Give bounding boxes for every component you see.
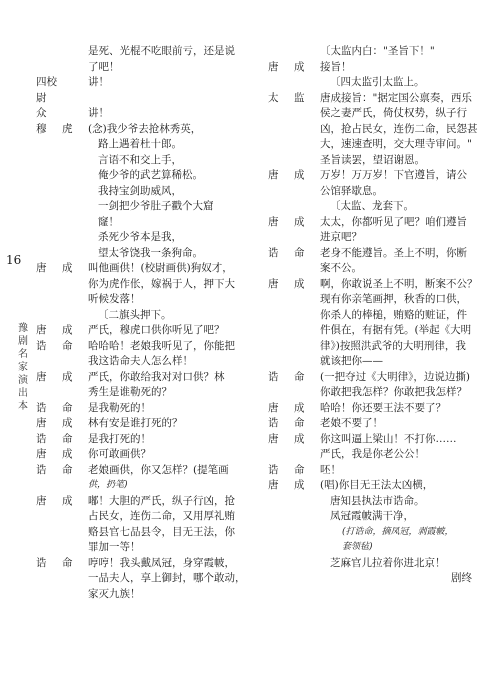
dialogue-line: 进京吧？ — [320, 231, 362, 243]
speaker-name — [36, 556, 88, 572]
speaker-name — [268, 246, 320, 262]
dialogue-line: 路上遇着杜十郎。 — [98, 138, 182, 150]
dialogue-entry — [36, 261, 235, 323]
dialogue-line: 一剑把少爷肚子戳个大窟 — [98, 200, 214, 212]
speaker-name-part: 唐 — [268, 169, 279, 181]
speaker-name — [36, 75, 88, 106]
speaker-name — [36, 261, 88, 277]
speaker-name — [268, 60, 320, 76]
speaker-name — [268, 401, 320, 417]
dialogue-line: 〔二旗头押下。 — [98, 308, 172, 321]
speaker-name-part: 唐 — [268, 277, 279, 290]
dialogue-line: (唱)你目无王法太凶横， — [320, 479, 434, 491]
dialogue-lines — [88, 494, 235, 556]
speaker-name — [36, 106, 88, 122]
dialogue-lines — [320, 60, 486, 91]
speaker-name-part: 命 — [62, 463, 73, 476]
dialogue-entry — [36, 463, 231, 494]
dialogue-line: 秀生是谁勒死的？ — [88, 386, 172, 398]
dialogue-line: 了吧！ — [88, 60, 120, 73]
speaker-name-part: 成 — [294, 169, 305, 181]
dialogue-lines — [88, 556, 246, 603]
dialogue-lines — [320, 463, 486, 479]
speaker-name-part: 诰 — [268, 417, 279, 429]
dialogue-line: 是死、光棍不吃眼前亏，还是说 — [88, 45, 235, 57]
dialogue-lines — [320, 246, 486, 277]
dialogue-entry — [268, 215, 486, 246]
dialogue-line: 听候发落！ — [88, 293, 141, 305]
dialogue-lines — [88, 401, 231, 417]
dialogue-line: 杀死少爷本是我， — [98, 231, 182, 243]
dialogue-entry — [36, 556, 246, 603]
dialogue-lines — [88, 432, 231, 448]
speaker-name-part: 命 — [294, 463, 305, 476]
dialogue-lines — [320, 91, 486, 169]
dialogue-line: 凶，抢占民女，连伤二命，民怨甚 — [320, 122, 478, 135]
dialogue-lines — [320, 277, 486, 370]
speaker-name — [36, 370, 88, 386]
speaker-name-part: 成 — [294, 60, 305, 73]
dialogue-entry — [36, 122, 231, 262]
speaker-name-part: 诰 — [36, 556, 47, 569]
dialogue-line: 老娘画供，你又怎样？(提笔画 — [88, 463, 229, 476]
speaker-name-part: 成 — [62, 448, 73, 460]
dialogue-line: 是我打死的！ — [88, 432, 151, 445]
stage-direction: (打诰命，摘凤冠，剥霞帔， — [342, 526, 454, 537]
dialogue-lines — [320, 370, 486, 401]
speaker-name-part: 众 — [36, 107, 47, 119]
speaker-name-part: 唐 — [268, 479, 279, 491]
speaker-name-part: 成 — [62, 494, 73, 507]
right-column — [268, 44, 486, 587]
dialogue-line: 圣旨读罢，望诏谢恩。 — [320, 153, 425, 166]
dialogue-entry — [268, 401, 486, 417]
speaker-name-part: 诰 — [36, 432, 47, 445]
speaker-name-part: 成 — [294, 277, 305, 290]
dialogue-line: 唐成接旨："据定国公禀奏，西乐 — [320, 91, 472, 104]
dialogue-line: 案不公。 — [320, 262, 362, 274]
dialogue-entry — [36, 106, 231, 122]
dialogue-line: 望太爷饶我一条狗命。 — [98, 246, 203, 259]
speaker-name-part: 虎 — [62, 122, 73, 135]
dialogue-line: 俺少爷的武艺算稀松。 — [98, 169, 203, 181]
dialogue-line: 呸！ — [320, 463, 341, 476]
dialogue-line: 老身不能遵旨。圣上不明，你断 — [320, 246, 467, 259]
speaker-name-part: 唐 — [36, 448, 47, 460]
speaker-name — [268, 168, 320, 184]
dialogue-line: 就该把你—— — [320, 355, 383, 367]
dialogue-lines — [88, 44, 235, 75]
speaker-name — [268, 215, 320, 231]
speaker-name — [268, 463, 320, 479]
speaker-name-part: 太 — [268, 91, 279, 104]
dialogue-line: 讲！ — [88, 107, 109, 119]
dialogue-line: 凤冠霞帔满干净， — [330, 510, 414, 522]
dialogue-line: 你杀人的棒槌，贿赂的赃证，件 — [320, 308, 467, 321]
speaker-name-part: 唐 — [36, 417, 47, 429]
stage-direction: 供，扔笔) — [88, 480, 128, 490]
dialogue-line: 窿！ — [98, 215, 119, 228]
speaker-name-part: 唐 — [36, 324, 47, 336]
book-series-label: 豫剧名家演出本 — [18, 323, 28, 412]
speaker-name-part: 诰 — [268, 463, 279, 476]
dialogue-lines — [320, 432, 486, 463]
dialogue-line: 你这叫逼上梁山！不打你…… — [320, 432, 457, 445]
speaker-name-part: 命 — [62, 401, 73, 414]
dialogue-entry — [268, 168, 486, 215]
speaker-name-part: 诰 — [268, 370, 279, 383]
dialogue-line: 剧终 — [451, 572, 472, 584]
dialogue-line: 我持宝剑助威风， — [98, 184, 182, 197]
dialogue-line: 万岁！万万岁！下官遵旨，请公 — [320, 169, 467, 181]
dialogue-line: 太太，你都听见了吧？咱们遵旨 — [320, 215, 467, 228]
dialogue-line: 你可敢画供？ — [88, 448, 151, 460]
dialogue-line: 你为虎作伥，嫁祸于人，押下大 — [88, 277, 235, 290]
dialogue-lines — [320, 44, 486, 60]
dialogue-entry — [268, 370, 486, 401]
speaker-name — [36, 432, 88, 448]
speaker-name-part: 成 — [62, 370, 73, 383]
dialogue-line: 律》)按照洪武爷的大明刑律，我 — [320, 339, 466, 352]
dialogue-entry — [268, 432, 486, 463]
dialogue-lines — [320, 478, 486, 587]
speaker-name-part: 命 — [62, 339, 73, 352]
speaker-name — [268, 416, 320, 432]
dialogue-line: 讲！ — [88, 76, 109, 88]
dialogue-entry — [36, 323, 231, 339]
dialogue-line: 啊，你敢说圣上不明，断案不公？ — [320, 277, 478, 290]
speaker-name-part: 唐 — [268, 60, 279, 73]
dialogue-entry — [268, 60, 486, 91]
speaker-name-part: 成 — [62, 417, 73, 429]
dialogue-line: 嘟！大胆的严氏，纵子行凶，抢 — [88, 494, 235, 507]
speaker-name — [268, 478, 320, 494]
dialogue-line: 〔太监内白："圣旨下！" — [320, 45, 435, 57]
dialogue-line: 哈哈哈！老娘我听见了，你能把 — [88, 339, 235, 352]
dialogue-entry — [36, 44, 235, 75]
dialogue-lines — [320, 168, 486, 215]
dialogue-entry — [268, 44, 486, 60]
dialogue-entry — [36, 339, 235, 370]
dialogue-line: 〔四太监引太监上。 — [330, 76, 425, 88]
speaker-name-part: 命 — [62, 432, 73, 445]
dialogue-line: 件俱在，有据有凭。(举起《大明 — [320, 324, 472, 336]
dialogue-line: 现有你亲笔画押，秋香的口供， — [320, 293, 467, 305]
dialogue-lines — [88, 416, 231, 432]
dialogue-line: 罪加一等！ — [88, 541, 141, 553]
speaker-name — [268, 277, 320, 293]
speaker-name — [36, 447, 88, 463]
speaker-name-part: 唐 — [36, 370, 47, 383]
dialogue-line: (念)我少爷去抢林秀英， — [88, 122, 202, 135]
speaker-name-part: 监 — [294, 91, 305, 104]
speaker-name-part: 诰 — [36, 339, 47, 352]
speaker-name-part: 成 — [294, 401, 305, 414]
dialogue-entry — [268, 91, 486, 169]
speaker-name-part: 穆 — [36, 122, 47, 135]
dialogue-entry — [268, 478, 486, 587]
speaker-name-part: 命 — [294, 417, 305, 429]
speaker-name-part: 成 — [62, 324, 73, 336]
speaker-name-part: 成 — [294, 432, 305, 445]
dialogue-lines — [320, 215, 486, 246]
stage-direction: 套领毡) — [342, 542, 373, 552]
dialogue-line: 林有安是谁打死的？ — [88, 417, 183, 429]
dialogue-line: 老娘不要了！ — [320, 417, 383, 429]
dialogue-lines — [320, 416, 486, 432]
dialogue-line: 公馆驿歇息。 — [320, 184, 383, 197]
dialogue-entry — [36, 416, 231, 432]
dialogue-line: 严氏，穆虎口供你听见了吧？ — [88, 324, 225, 336]
dialogue-lines — [88, 106, 231, 122]
speaker-name — [36, 463, 88, 479]
speaker-name-part: 命 — [294, 246, 305, 259]
speaker-name-part: 诰 — [36, 463, 47, 476]
dialogue-lines — [88, 261, 235, 323]
speaker-name-part: 四校尉 — [36, 76, 57, 104]
dialogue-line: 我这诰命夫人怎么样！ — [88, 355, 193, 367]
dialogue-entry — [268, 416, 486, 432]
speaker-name — [36, 122, 88, 138]
speaker-name — [268, 91, 320, 107]
dialogue-line: 占民女，连伤二命，又用厚礼贿 — [88, 510, 235, 522]
speaker-name-part: 成 — [294, 479, 305, 491]
speaker-name-part: 唐 — [36, 262, 47, 274]
dialogue-line: 哈哈！你还要王法不要了？ — [320, 401, 446, 414]
dialogue-lines — [88, 122, 231, 262]
dialogue-entry — [36, 494, 235, 556]
speaker-name-part: 唐 — [36, 494, 47, 507]
speaker-name — [36, 416, 88, 432]
dialogue-line: 赂县官七品县令，目无王法，你 — [88, 525, 235, 538]
dialogue-lines — [88, 370, 231, 401]
speaker-name-part: 唐 — [268, 432, 279, 445]
dialogue-lines — [88, 75, 231, 91]
dialogue-entry — [268, 463, 486, 479]
dialogue-line: 〔太监、龙套下。 — [330, 200, 414, 212]
speaker-name — [36, 494, 88, 510]
dialogue-entry — [268, 246, 486, 277]
dialogue-entry — [36, 370, 231, 401]
speaker-name-part: 成 — [294, 215, 305, 228]
dialogue-line: 接旨！ — [320, 60, 352, 73]
dialogue-line: 严氏，我是你老公公！ — [320, 448, 425, 460]
speaker-name-part: 命 — [294, 370, 305, 383]
speaker-name — [36, 323, 88, 339]
dialogue-line: 叫他画供！(校尉画供)狗奴才， — [88, 262, 233, 274]
dialogue-line: 大，速速查明，交大理寺审问。" — [320, 138, 472, 150]
speaker-name-part: 诰 — [268, 246, 279, 259]
dialogue-lines — [88, 447, 231, 463]
dialogue-line: 严氏，你敢给我对对口供？林 — [88, 370, 225, 383]
speaker-name-part: 唐 — [268, 401, 279, 414]
dialogue-line: 唐知县执法市诰命。 — [330, 494, 425, 507]
dialogue-lines — [88, 339, 235, 370]
dialogue-lines — [320, 401, 486, 417]
page-number: 16 — [6, 253, 22, 267]
speaker-name — [36, 339, 88, 355]
dialogue-line: (一把夺过《大明律》，边说边撕) — [320, 370, 470, 383]
dialogue-entry — [36, 447, 231, 463]
dialogue-line: 一品夫人，享上御封，哪个敢动， — [88, 572, 246, 584]
dialogue-entry — [36, 75, 231, 106]
speaker-name-part: 成 — [62, 262, 73, 274]
dialogue-line: 是我勒死的！ — [88, 401, 151, 414]
speaker-name — [268, 432, 320, 448]
dialogue-lines — [88, 463, 231, 494]
dialogue-line: 家灭九族！ — [88, 587, 141, 600]
dialogue-line: 你敢把我怎样？你敢把我怎样？ — [320, 386, 467, 398]
speaker-name-part: 诰 — [36, 401, 47, 414]
left-column — [36, 44, 246, 602]
dialogue-entry — [268, 277, 486, 370]
speaker-name-part: 唐 — [268, 215, 279, 228]
dialogue-line: 言语不和交上手， — [98, 153, 182, 166]
speaker-name — [268, 370, 320, 386]
speaker-name — [36, 401, 88, 417]
dialogue-line: 芝麻官儿拉着你进北京！ — [330, 556, 446, 569]
dialogue-entry — [36, 401, 231, 417]
dialogue-entry — [36, 432, 231, 448]
speaker-name-part: 命 — [62, 556, 73, 569]
dialogue-line: 侯之妻严氏，倚仗权势，纵子行 — [320, 107, 467, 119]
dialogue-lines — [88, 323, 231, 339]
dialogue-line: 哼哼！我头戴凤冠，身穿霞帔， — [88, 556, 235, 569]
